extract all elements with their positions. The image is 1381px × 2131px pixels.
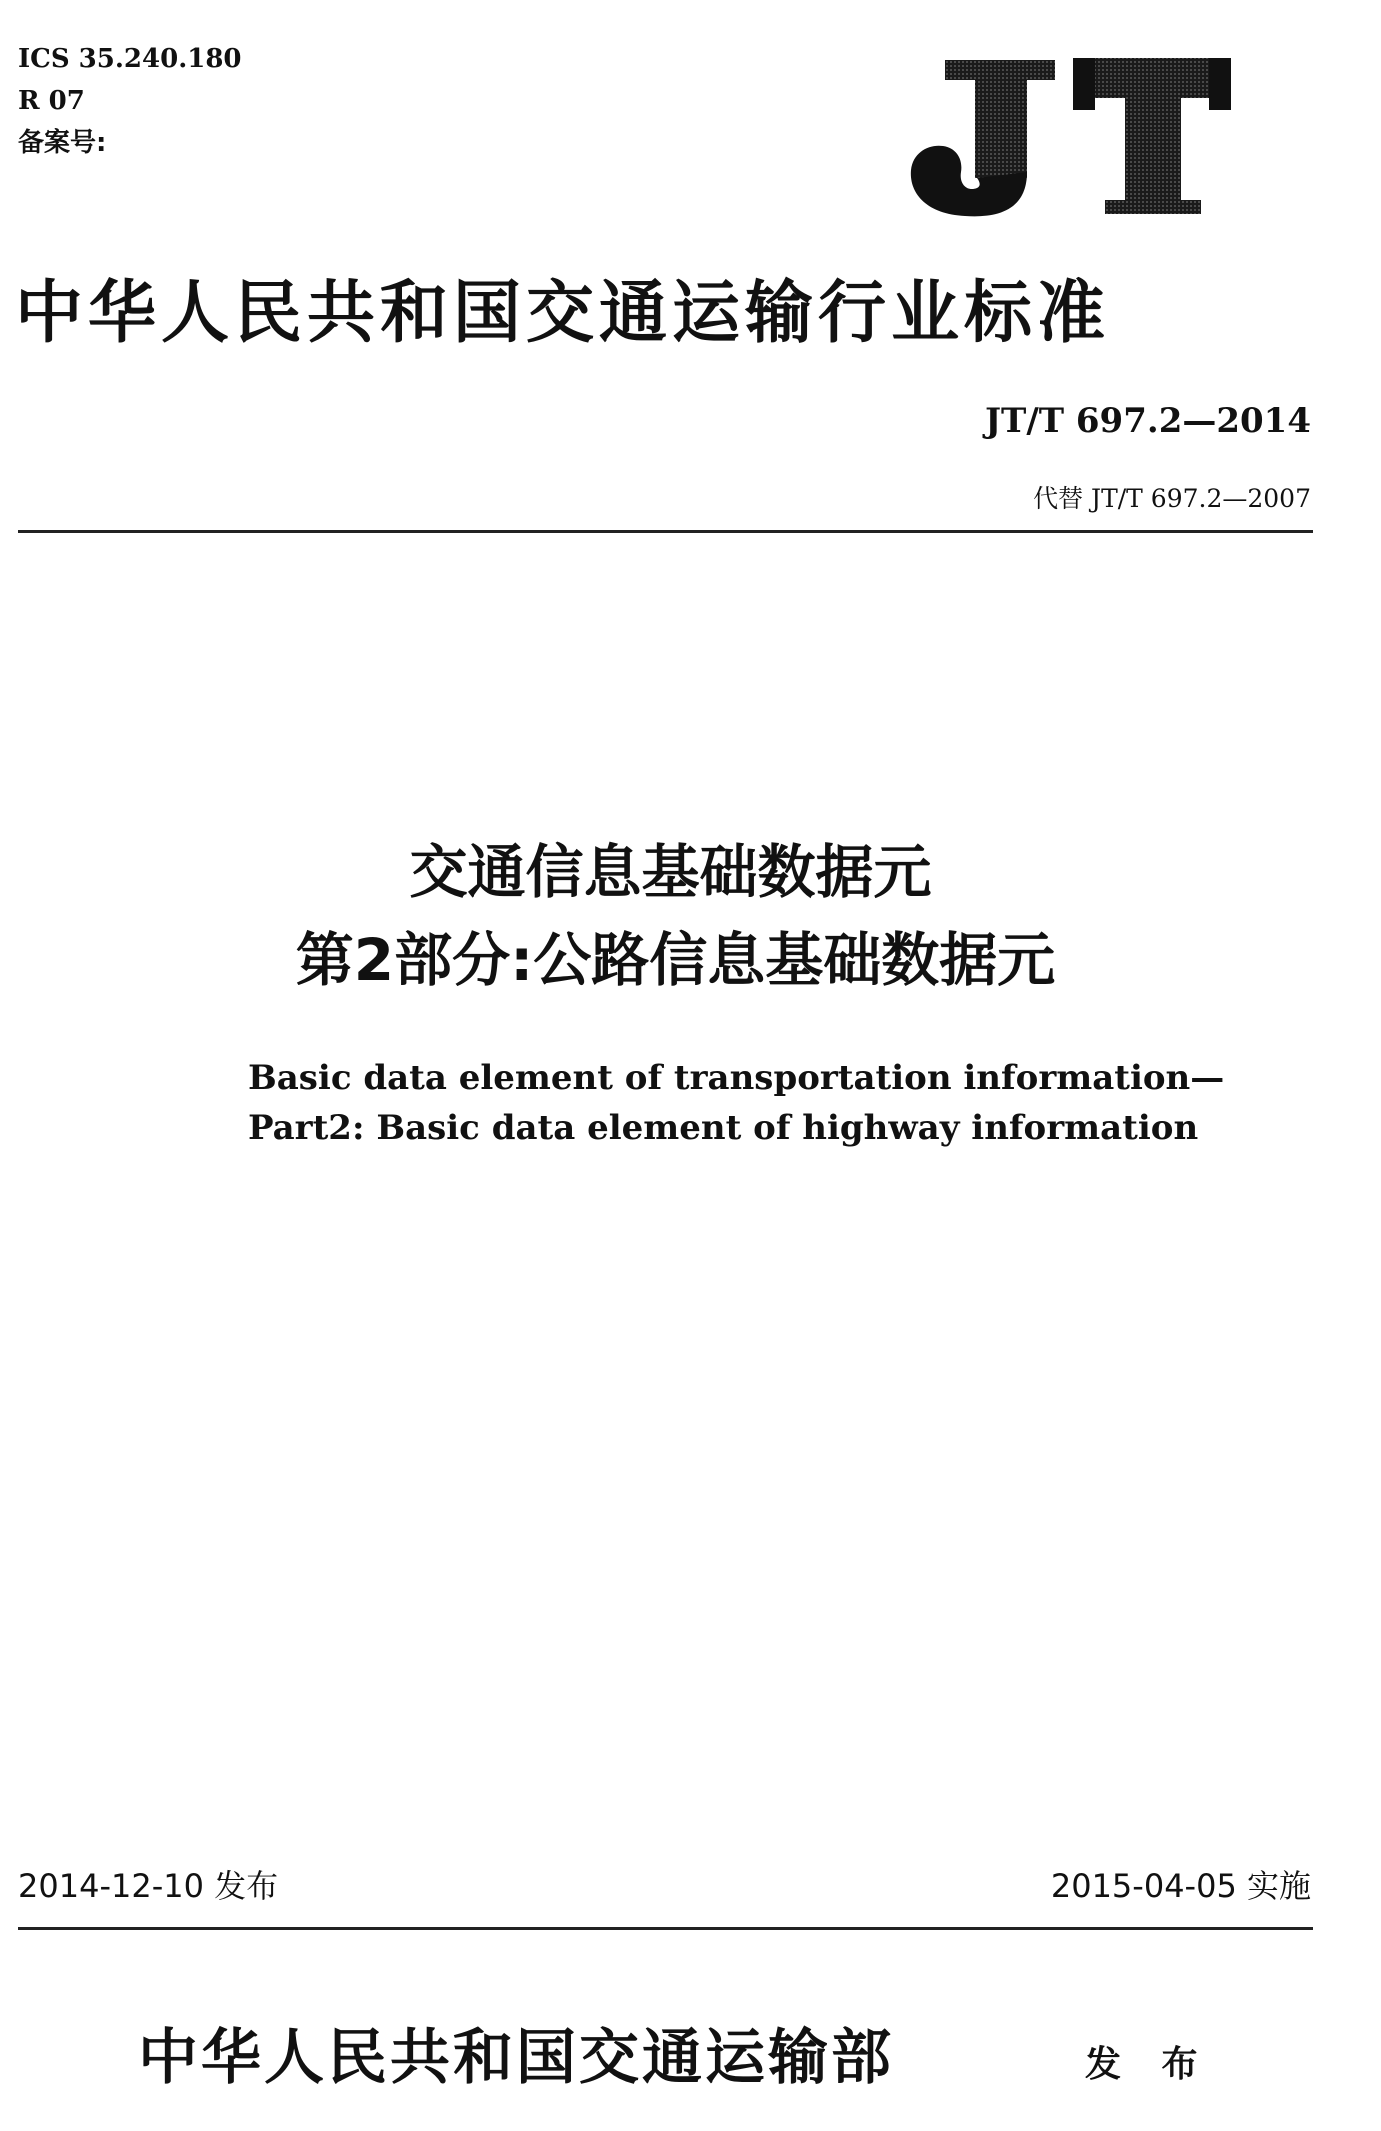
issuing-authority: 中华人民共和国交通运输部 xyxy=(138,2023,894,2093)
document-title-cn-line1: 交通信息基础数据元 xyxy=(409,838,932,906)
document-title-en-line2: Part2: Basic data element of highway information xyxy=(248,1108,1199,1148)
industry-standard-title: 中华人民共和国交通运输行业标准 xyxy=(15,273,1111,353)
standard-number: JT/T 697.2—2014 xyxy=(984,401,1311,441)
issue-date: 2014-12-10 发布 xyxy=(18,1867,279,1905)
replaces-standard: 代替 JT/T 697.2—2007 xyxy=(1033,484,1311,513)
ccs-code: R 07 xyxy=(18,86,85,116)
issued-label: 发 布 xyxy=(1085,2043,1212,2085)
ics-code: ICS 35.240.180 xyxy=(18,44,242,74)
jt-logo xyxy=(905,52,1235,222)
implementation-date: 2015-04-05 实施 xyxy=(1050,1867,1311,1905)
document-title-en-line1: Basic data element of transportation information— xyxy=(248,1058,1225,1098)
filing-number-label: 备案号: xyxy=(18,128,107,158)
footer-divider xyxy=(18,1927,1313,1930)
document-title-cn-line2: 第2部分:公路信息基础数据元 xyxy=(295,926,1056,994)
header-divider xyxy=(18,530,1313,533)
